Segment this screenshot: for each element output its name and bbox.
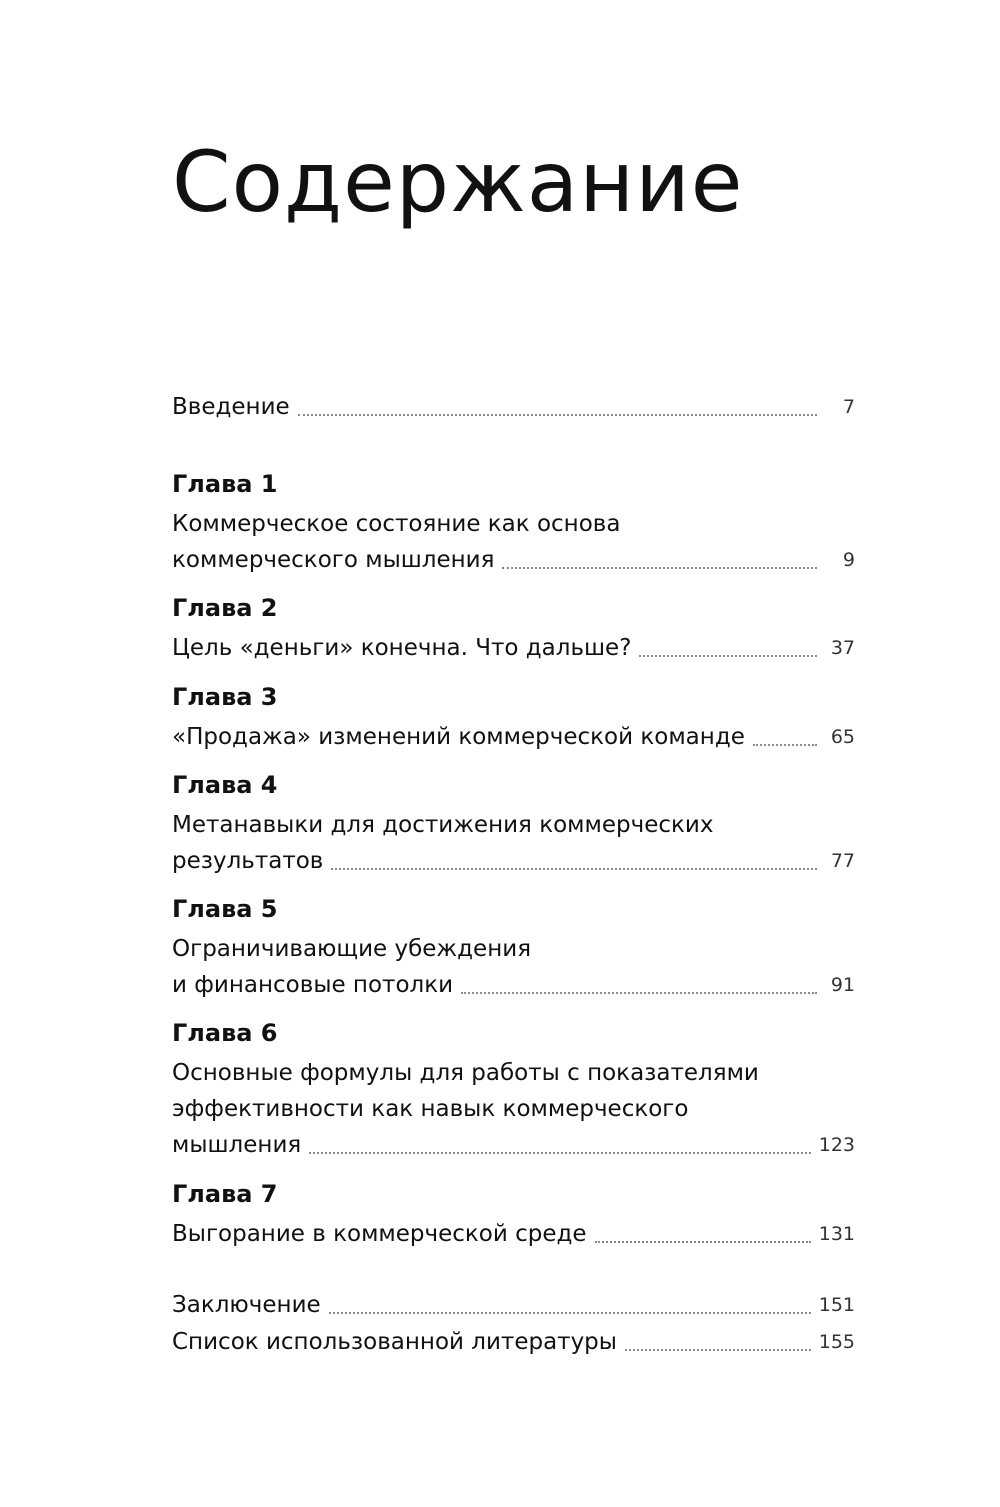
chapter-heading: Глава 2 — [172, 594, 278, 622]
page-number: 37 — [830, 637, 855, 659]
toc-entry-line: «Продажа» изменений коммерческой команде — [172, 724, 745, 750]
page-number: 77 — [830, 850, 855, 872]
page-title: Содержание — [172, 133, 744, 231]
toc-entry-line: Ограничивающие убеждения — [172, 936, 532, 962]
toc-entry-line: Основные формулы для работы с показателями — [172, 1060, 759, 1086]
chapter-heading: Глава 7 — [172, 1180, 278, 1208]
toc-entry-chapter-7[interactable] — [172, 1216, 855, 1252]
toc-entry-line: мышления — [172, 1132, 302, 1158]
toc-entry-label: Введение — [172, 394, 290, 420]
dot-leader — [595, 1241, 811, 1243]
page-number: 65 — [830, 726, 855, 748]
toc-entry-line: коммерческого мышления — [172, 547, 495, 573]
dot-leader — [639, 655, 817, 657]
dot-leader — [502, 567, 817, 569]
toc-entry-chapter-2[interactable] — [172, 630, 855, 666]
toc-entry-chapter-6[interactable] — [172, 1055, 855, 1163]
chapter-heading: Глава 5 — [172, 895, 278, 923]
dot-leader — [329, 1312, 811, 1314]
toc-entry-references[interactable] — [172, 1324, 855, 1360]
toc-entry-line: Выгорание в коммерческой среде — [172, 1221, 587, 1247]
toc-entry-chapter-5[interactable] — [172, 931, 855, 1003]
page-number: 7 — [842, 396, 855, 418]
page-number: 155 — [818, 1331, 855, 1353]
page-number: 123 — [818, 1134, 855, 1156]
dot-leader — [309, 1152, 811, 1154]
toc-entry-line: Коммерческое состояние как основа — [172, 511, 621, 537]
toc-entry-line: результатов — [172, 848, 324, 874]
chapter-heading: Глава 1 — [172, 470, 278, 498]
page-number: 91 — [830, 974, 855, 996]
toc-entry-conclusion[interactable] — [172, 1287, 855, 1323]
chapter-heading: Глава 6 — [172, 1019, 278, 1047]
toc-entry-line: эффективности как навык коммерческого — [172, 1096, 689, 1122]
toc-entry-label: Список использованной литературы — [172, 1329, 617, 1355]
toc-entry-line: Метанавыки для достижения коммерческих — [172, 812, 714, 838]
chapter-heading: Глава 3 — [172, 683, 278, 711]
chapter-heading: Глава 4 — [172, 771, 278, 799]
toc-entry-line: и финансовые потолки — [172, 972, 454, 998]
toc-entry-chapter-3[interactable] — [172, 719, 855, 755]
page-number: 151 — [818, 1294, 855, 1316]
toc-entry-intro[interactable] — [172, 389, 855, 425]
toc-entry-chapter-1[interactable] — [172, 506, 855, 578]
page-number: 9 — [842, 549, 855, 571]
dot-leader — [753, 744, 817, 746]
toc-entry-label: Заключение — [172, 1292, 321, 1318]
toc-entry-chapter-4[interactable] — [172, 807, 855, 879]
page-number: 131 — [818, 1223, 855, 1245]
dot-leader — [625, 1349, 811, 1351]
dot-leader — [331, 868, 817, 870]
toc-entry-line: Цель «деньги» конечна. Что дальше? — [172, 635, 632, 661]
dot-leader — [461, 992, 817, 994]
dot-leader — [298, 414, 817, 416]
